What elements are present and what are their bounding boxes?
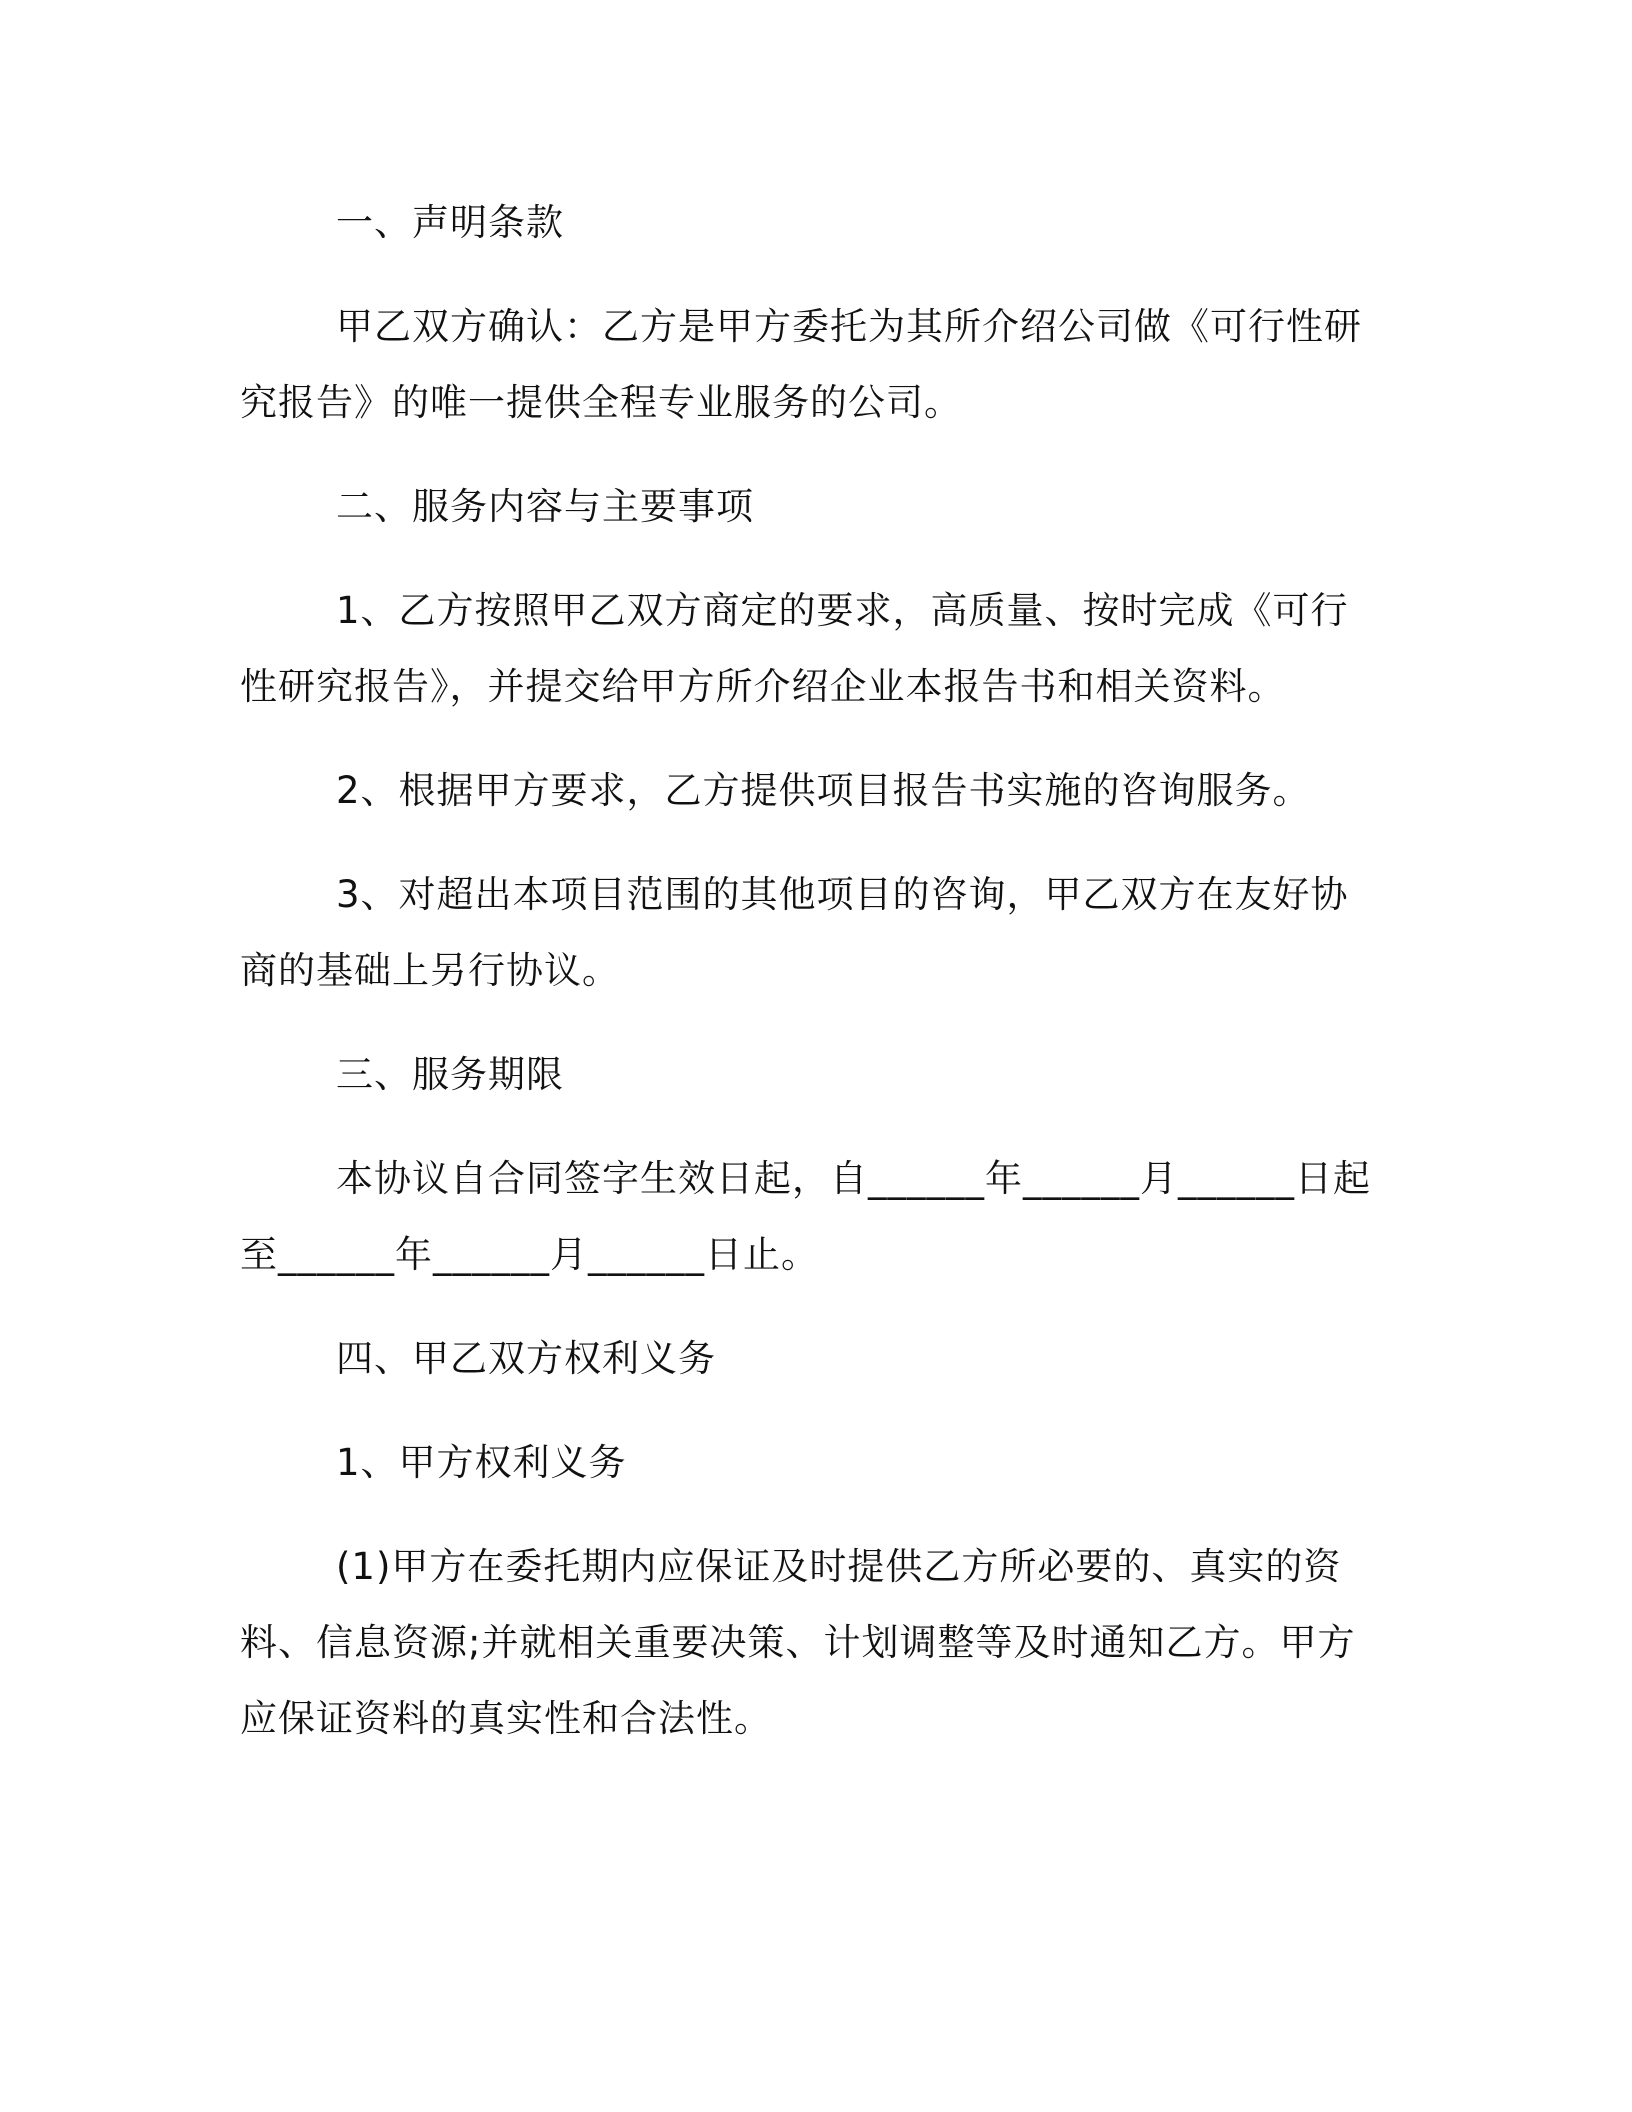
paragraph-term-dates: 本协议自合同签字生效日起，自______年______月______日起至______年______月______日止。 (240, 1157, 1371, 1276)
section-heading-declaration: 一、声明条款 (336, 201, 564, 244)
paragraph-item-3: 3、对超出本项目范围的其他项目的咨询，甲乙双方在友好协商的基础上另行协议。 (240, 873, 1349, 992)
paragraph-item-1: 1、乙方按照甲乙双方商定的要求，高质量、按时完成《可行性研究报告》，并提交给甲方所介绍企业本报告书和相关资料。 (240, 589, 1349, 708)
paragraph-item-2: 2、根据甲方要求，乙方提供项目报告书实施的咨询服务。 (336, 769, 1311, 812)
document-body (240, 185, 1380, 1757)
paragraph-confirmation: 甲乙双方确认：乙方是甲方委托为其所介绍公司做《可行性研究报告》的唯一提供全程专业服务的公司。 (240, 305, 1362, 424)
section-heading-service-term: 三、服务期限 (336, 1053, 564, 1096)
section-heading-rights-obligations: 四、甲乙双方权利义务 (336, 1337, 716, 1380)
subheading-party-a-rights: 1、甲方权利义务 (336, 1441, 627, 1484)
paragraph-party-a-obligation-1: (1)甲方在委托期内应保证及时提供乙方所必要的、真实的资料、信息资源;并就相关重要决策、计划调整等及时通知乙方。甲方应保证资料的真实性和合法性。 (240, 1545, 1356, 1740)
section-heading-service-content: 二、服务内容与主要事项 (336, 485, 754, 528)
